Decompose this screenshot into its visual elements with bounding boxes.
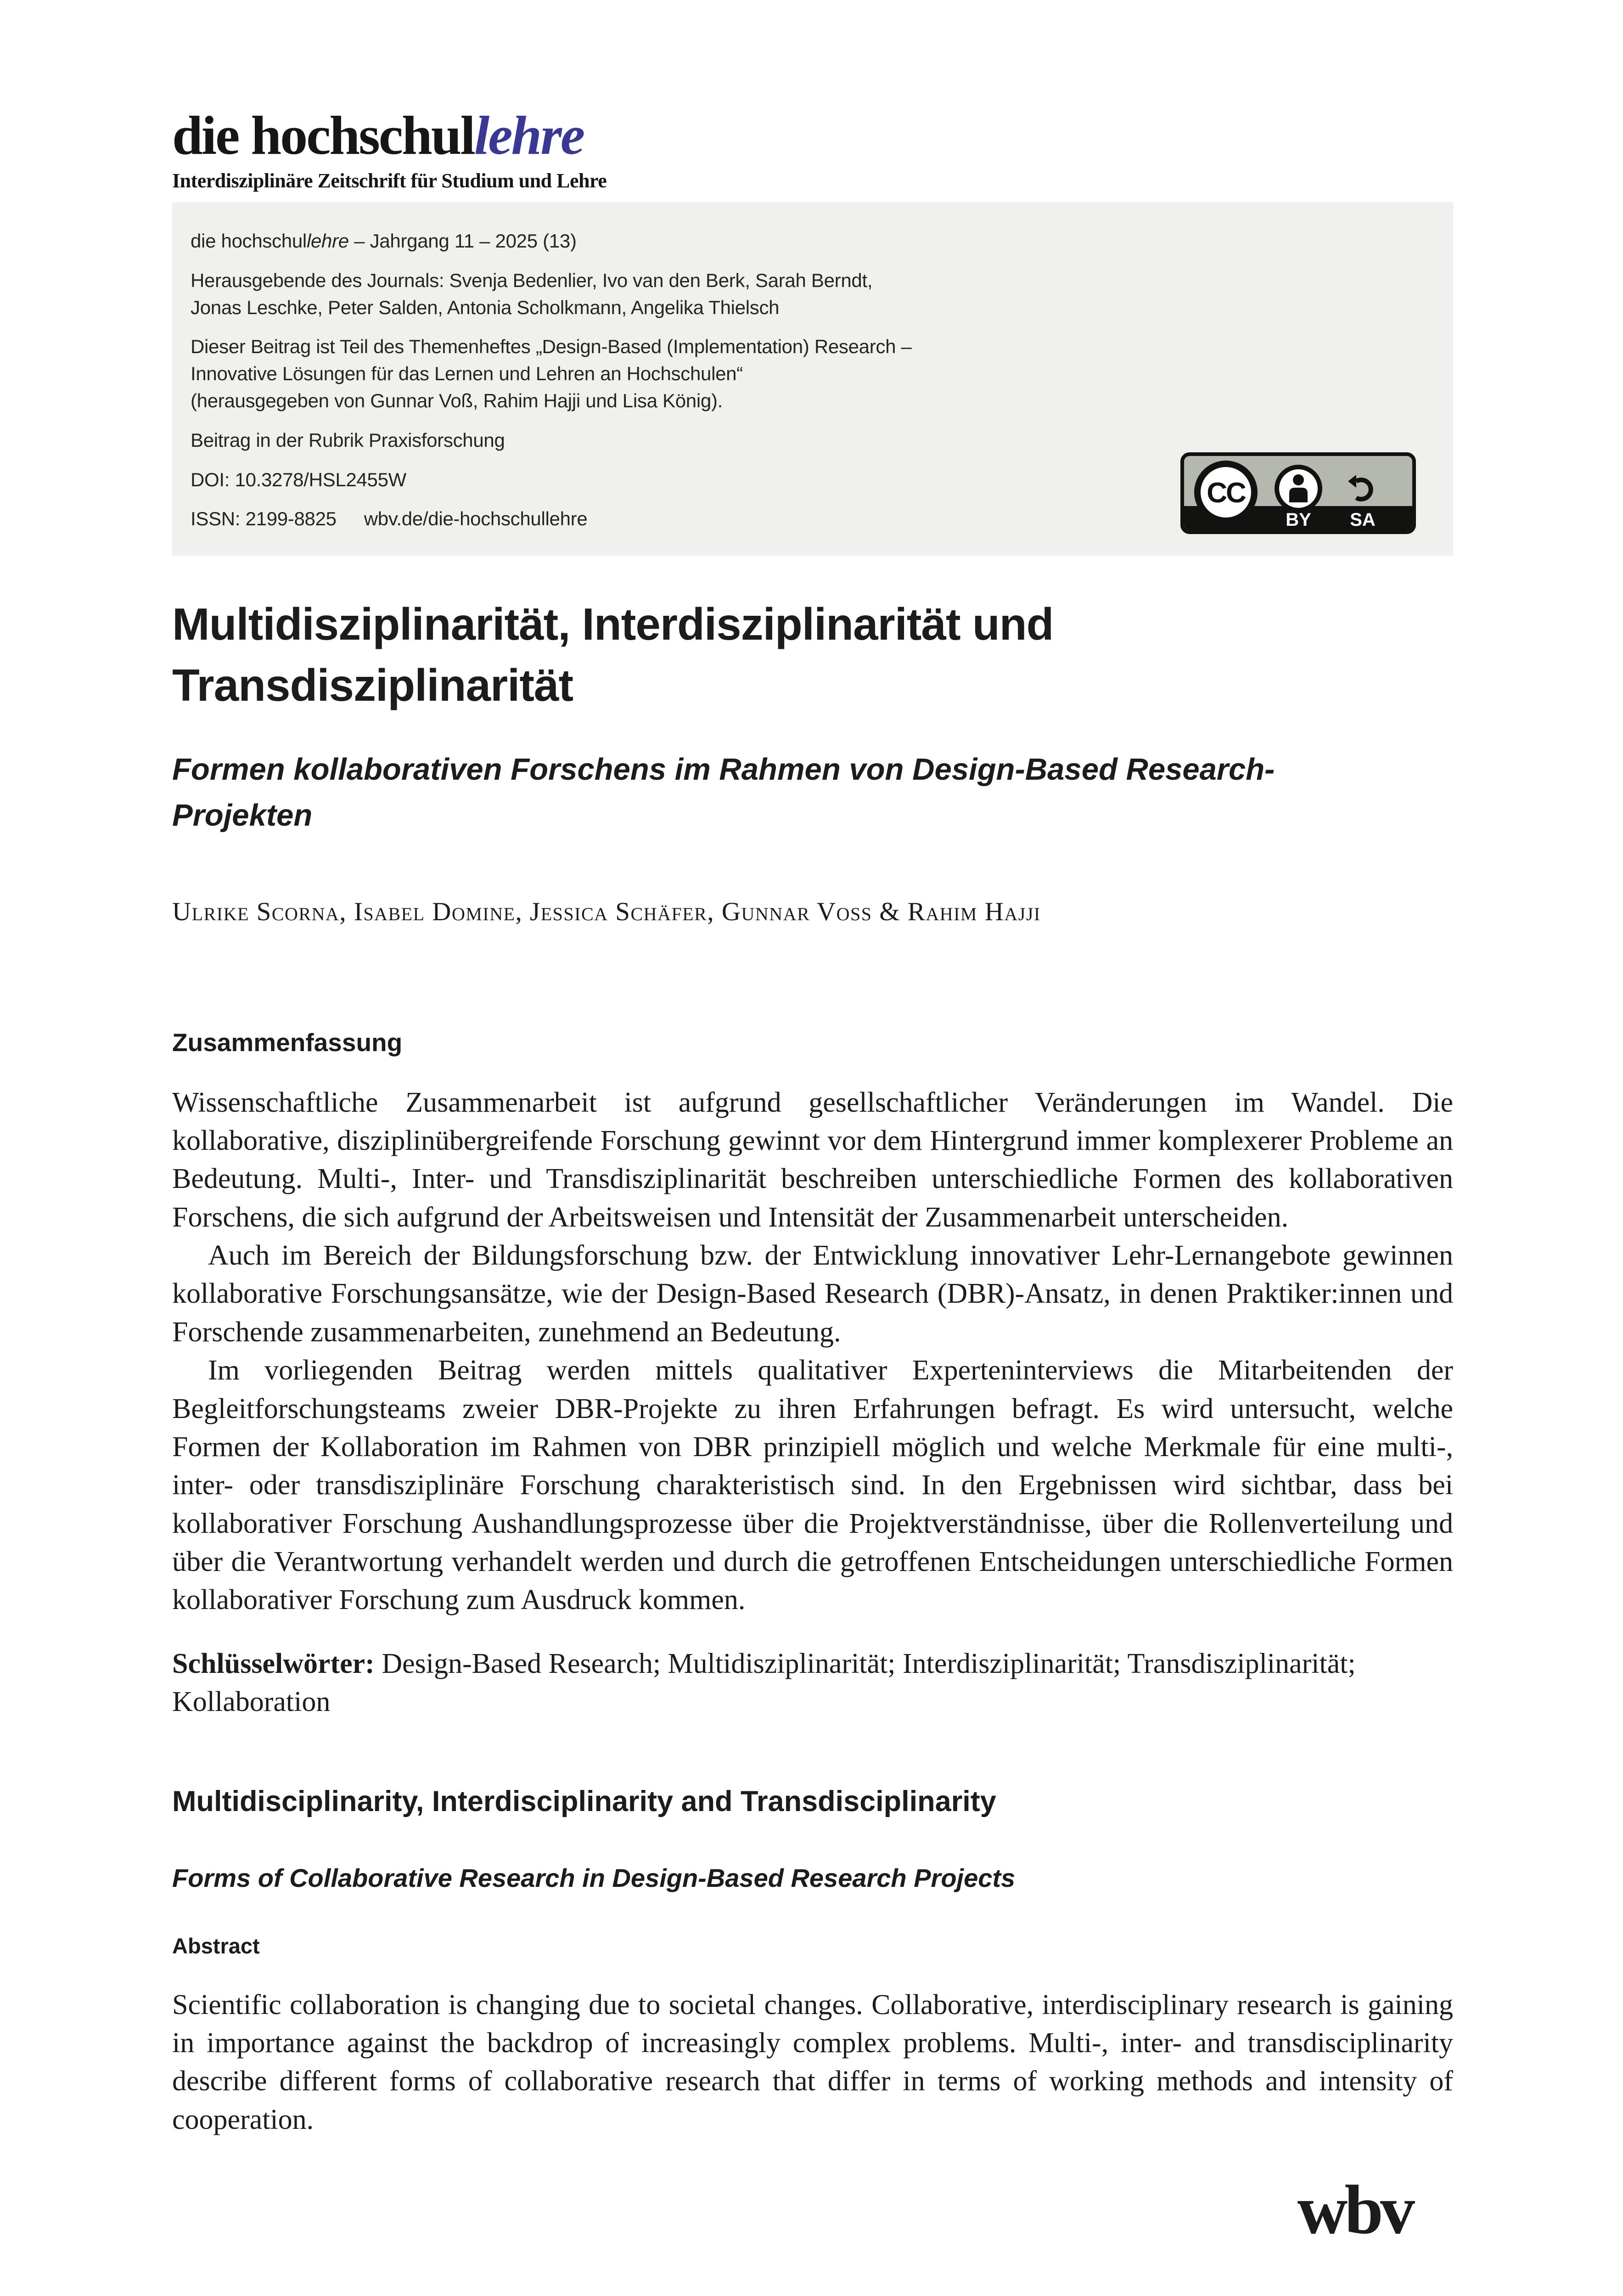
abstract-de-paragraph-3: Im vorliegenden Beitrag werden mittels qualitativer Experteninterviews die Mitarbeitenden der Begleitforschungsteams zweier DBR-Projekte zu ihren Erfahrungen befragt. Es wird untersucht, welche Formen der Kollaboration im Rahmen von DBR prinzipiell möglich und welche Merkmale für eine multi-, inter- oder transdisziplinäre Forschung charakteristisch sind. In den Ergebnissen wird sichtbar, dass bei kollaborativer Forschung Aushandlungsprozesse über die Projektverständnisse, über die Rollenverteilung und über die Verantwortung verhandelt werden und durch die getroffenen Entscheidungen unterschiedliche Formen kollaborativer Forschung zum Ausdruck kommen. [172,1355,1453,1616]
theme-line-2: Innovative Lösungen für das Lernen und Lehren an Hochschulen“ [191,363,743,385]
issue-line [191,228,1435,255]
keywords-de [172,1645,1453,1722]
abstract-en-paragraph-1: Scientific collaboration is changing due to societal changes. Collaborative, interdisciplinary research is gaining in importance against the backdrop of increasingly complex problems. Multi-, inter- and transdisciplinarity describe different forms of collaborative research that differ in terms of working methods and intensity of cooperation. [172,1989,1453,2135]
by-person-icon [1277,467,1320,510]
journal-logo [172,107,607,164]
metadata-box [172,202,1453,556]
abstract-de-heading: Zusammenfassung [172,1028,403,1057]
article-title [172,594,1453,716]
article-title-en: Multidisciplinarity, Interdisciplinarity and Transdisciplinarity [172,1785,996,1818]
keywords-de-list: Design-Based Research; Multidisziplinarität; Interdisziplinarität; Transdisziplinarität; Kollaboration [172,1648,1356,1718]
issue-line-italic: lehre [306,230,349,252]
article-title-line-2: Transdisziplinarität [172,660,573,711]
wbv-publisher-logo: wbv [1297,2171,1412,2248]
issue-line-suffix: – Jahrgang 11 – 2025 (13) [348,230,577,252]
article-title-line-1: Multidisziplinarität, Interdisziplinarität und [172,599,1054,649]
cc-by-sa-badge[interactable] [1180,452,1416,535]
abstract-de-paragraph-2: Auch im Bereich der Bildungsforschung bzw. der Entwicklung innovativer Lehr-Lernangebote gewinnen kollaborative Forschungsansätze, wie der Design-Based Research (DBR)-Ansatz, in denen Praktiker:innen und Forschende zusammenarbeiten, zunehmend an Bedeutung. [172,1240,1453,1348]
editors-line-1: Herausgebende des Journals: Svenja Bedenlier, Ivo van den Berk, Sarah Berndt, [191,269,873,291]
abstract-en-heading: Abstract [172,1933,260,1958]
theme-line-1: Dieser Beitrag ist Teil des Themenheftes „Design-Based (Implementation) Research – [191,336,912,358]
journal-editors [191,267,1435,321]
article-subtitle-line-2: Projekten [172,798,313,833]
cc-letters: CC [1207,477,1245,509]
cc-logo-icon [1197,464,1254,521]
issue-line-prefix: die hochschul [191,230,307,252]
article-body [172,594,1453,2139]
rubric-note: Beitrag in der Rubrik Praxisforschung [191,429,505,451]
keywords-de-label: Schlüsselwörter: [172,1648,375,1679]
journal-logo-accent: lehre [474,105,584,166]
doi-line: DOI: 10.3278/HSL2455W [191,468,406,490]
journal-masthead [172,107,607,192]
author-byline: Ulrike Scorna, Isabel Domine, Jessica Schäfer, Gunnar Voss & Rahim Hajji [172,897,1041,926]
journal-tagline: Interdisziplinäre Zeitschrift für Studium und Lehre [172,169,607,192]
theme-issue-note [191,333,1435,414]
editors-line-2: Jonas Leschke, Peter Salden, Antonia Scholkmann, Angelika Thielsch [191,296,780,318]
article-subtitle-line-1: Formen kollaborativen Forschens im Rahmen von Design-Based Research- [172,752,1275,787]
theme-line-3: (herausgegeben von Gunnar Voß, Rahim Hajji und Lisa König). [191,389,723,411]
article-subtitle [172,747,1453,839]
issn-value: ISSN: 2199-8825 [191,508,337,530]
by-label: BY [1286,510,1311,530]
journal-logo-main: die hochschul [172,105,474,166]
abstract-de-paragraph-1: Wissenschaftliche Zusammenarbeit ist aufgrund gesellschaftlicher Veränderungen im Wandel. Die kollaborative, disziplinübergreifende Forschung gewinnt vor dem Hintergrund immer komplexerer Probleme an Bedeutung. Multi-, Inter- und Transdisziplinarität beschreiben unterschiedliche Formen des kollaborativen Forschens, die sich aufgrund der Arbeitsweisen und Intensität der Zusammenarbeit unterscheiden. [172,1086,1453,1233]
journal-website-link[interactable]: wbv.de/die-hochschullehre [364,508,588,530]
sa-label: SA [1350,510,1376,530]
article-subtitle-en: Forms of Collaborative Research in Design-Based Research Projects [172,1863,1016,1892]
